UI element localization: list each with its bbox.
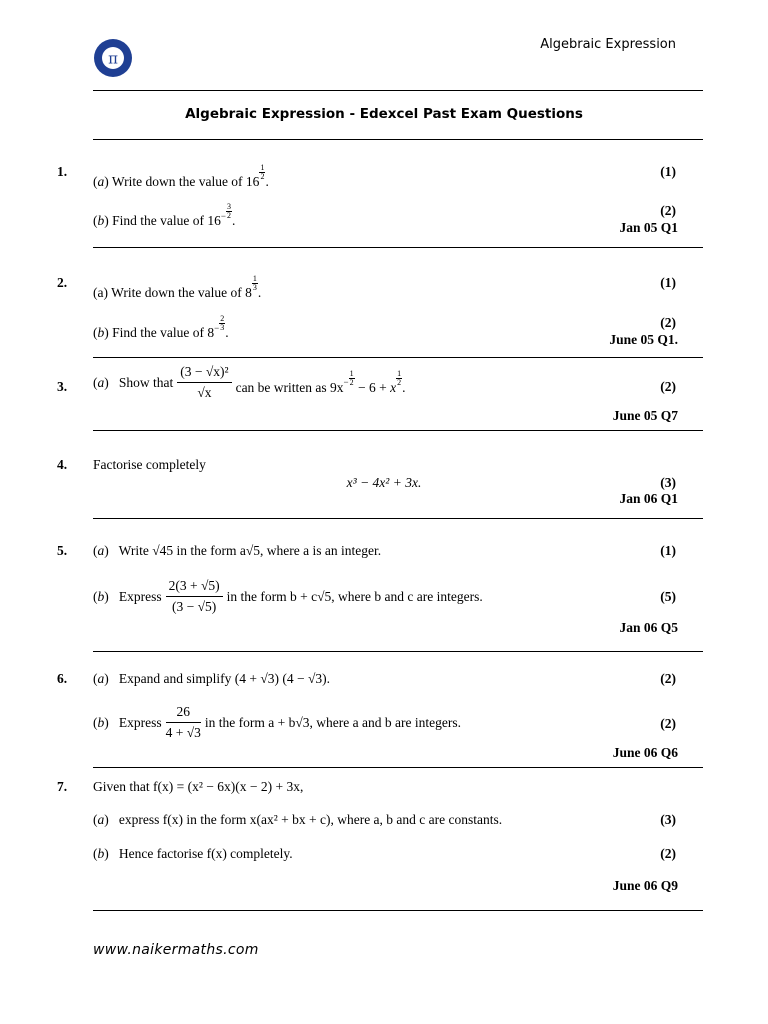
naikermaths-logo (93, 38, 133, 78)
question-5a-marks: (1) (660, 543, 676, 558)
question-7a-text: (a) express f(x) in the form x(ax² + bx + c), where a, b and c are constants. (93, 812, 503, 827)
fraction-5b: $\frac{2(3 + √5)}{(3 - √5)}$ (166, 578, 223, 615)
divider (93, 767, 703, 768)
question-1-ref: Jan 05 Q1 (619, 220, 678, 235)
question-5b-text: (b) Express $\frac{2(3 + √5)}{(3 - √5)}$ in the form b + c√5, where b and c are integers. (93, 578, 483, 614)
fraction-6b: $\frac{26}{4 + √3}$ (165, 704, 201, 740)
divider (93, 518, 703, 519)
question-5b-marks: (5) (660, 589, 676, 604)
question-4-marks: (3) (660, 475, 676, 490)
question-6b-marks: (2) (660, 716, 676, 731)
divider (93, 910, 703, 911)
question-7b-marks: (2) (660, 846, 676, 861)
question-number: 1. (57, 164, 68, 179)
question-1a-text: (a) Write down the value of 16 $\frac{1}{2}$ . (93, 163, 269, 189)
question-3a-text: (a) Show that $\frac{\text{(3 − √x)²}}{√x}$ can be written as 9x − $\frac{1}{2}$ − 6 + x $\frac{1}{2}$ . (93, 364, 406, 400)
question-5a-text: (a) Write √45 in the form a√5, where a is an integer. (93, 543, 382, 558)
question-3-ref: June 05 Q7 (612, 408, 678, 423)
header-rule (93, 90, 703, 91)
question-3a-marks: (2) (660, 379, 676, 394)
question-6a-marks: (2) (660, 671, 676, 686)
document-title: Algebraic Expression - Edexcel Past Exam Questions (185, 106, 583, 122)
question-6-ref: June 06 Q6 (612, 745, 678, 760)
question-number: 6. (57, 671, 68, 686)
question-5-ref: Jan 06 Q5 (619, 620, 678, 635)
question-1b-text: (b) Find the value of 16− $\frac{3}{2}$ . (93, 202, 236, 228)
header-title: Algebraic Expression (540, 37, 676, 52)
fraction-3a: $\frac{\text{(3 − √x)²}}{√x}$ (177, 364, 231, 401)
question-2b-marks: (2) (660, 315, 676, 330)
question-number: 3. (57, 379, 68, 394)
question-6b-text: (b) Express $\frac{26}{4 + √3}$ in the form a + b√3, where a and b are integers. (93, 704, 461, 740)
divider (93, 247, 703, 248)
question-2-ref: June 05 Q1. (609, 332, 678, 347)
question-7b-text: (b) Hence factorise f(x) completely. (93, 846, 293, 861)
question-1a-marks: (1) (660, 164, 676, 179)
question-7-intro: Given that f(x) = (x² − 6x)(x − 2) + 3x, (93, 779, 304, 794)
question-number: 2. (57, 275, 68, 290)
question-7-ref: June 06 Q9 (612, 878, 678, 893)
question-1b-marks: (2) (660, 203, 676, 218)
title-rule (93, 139, 703, 140)
question-2a-text: (a) Write down the value of 8 $\frac{1}{3}$ . (93, 274, 262, 300)
question-number: 7. (57, 779, 68, 794)
question-4-expression: x³ − 4x² + 3x. (346, 475, 422, 490)
question-number: 4. (57, 457, 68, 472)
logo-symbol: π (108, 49, 118, 68)
question-6a-text: (a) Expand and simplify (4 + √3) (4 − √3). (93, 671, 331, 686)
question-number: 5. (57, 543, 68, 558)
footer-website: www.naikermaths.com (93, 942, 259, 958)
question-4-text: Factorise completely (93, 457, 206, 472)
divider (93, 430, 703, 431)
divider (93, 357, 703, 358)
divider (93, 651, 703, 652)
question-2a-marks: (1) (660, 275, 676, 290)
pi-logo-icon (93, 38, 133, 78)
question-7a-marks: (3) (660, 812, 676, 827)
question-2b-text: (b) Find the value of 8− $\frac{2}{3}$ . (93, 314, 229, 340)
question-4-ref: Jan 06 Q1 (619, 491, 678, 506)
